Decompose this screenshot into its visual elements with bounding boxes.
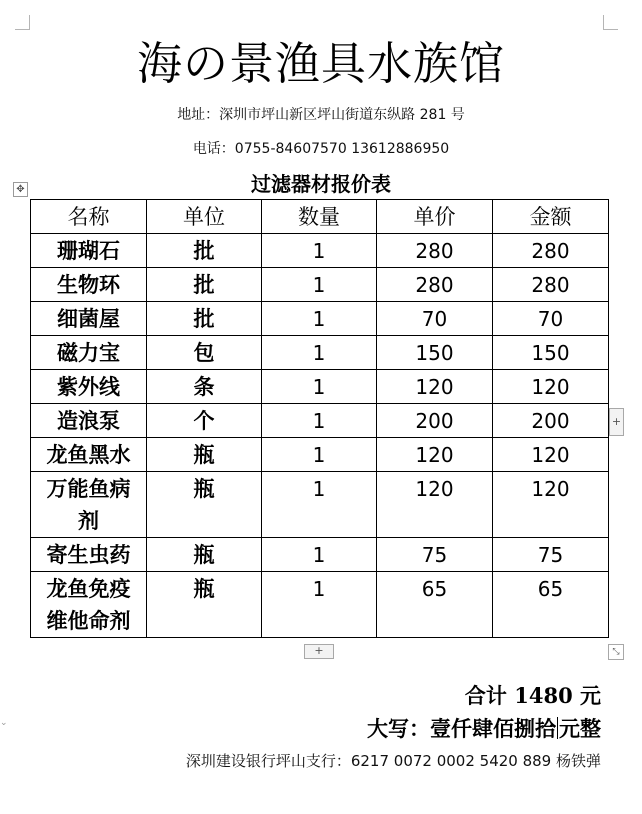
cell-name[interactable]: 紫外线 — [31, 370, 147, 404]
table-row — [31, 370, 609, 404]
shop-title: 海の景渔具水族馆 — [136, 37, 505, 90]
cell-qty[interactable]: 1 — [262, 438, 377, 472]
cell-name[interactable]: 生物环 — [31, 268, 147, 302]
cell-unit[interactable]: 批 — [147, 302, 262, 336]
table-row — [31, 538, 609, 572]
cell-amount[interactable]: 70 — [493, 302, 609, 336]
cell-qty[interactable]: 1 — [262, 370, 377, 404]
text-cursor — [557, 717, 558, 739]
page-corner-mark-top-left — [15, 15, 30, 30]
cell-amount[interactable]: 120 — [493, 438, 609, 472]
cell-price[interactable]: 70 — [377, 302, 493, 336]
header-unit-price: 单价 — [377, 200, 493, 234]
cell-price[interactable]: 200 — [377, 404, 493, 438]
cell-price[interactable]: 120 — [377, 438, 493, 472]
cell-qty[interactable]: 1 — [262, 268, 377, 302]
cell-price[interactable]: 280 — [377, 268, 493, 302]
cell-price[interactable]: 65 — [377, 572, 493, 638]
header-name: 名称 — [31, 200, 147, 234]
cell-qty[interactable]: 1 — [262, 572, 377, 638]
table-row — [31, 438, 609, 472]
cell-amount[interactable]: 120 — [493, 472, 609, 538]
cell-unit[interactable]: 条 — [147, 370, 262, 404]
cell-amount[interactable]: 280 — [493, 234, 609, 268]
cell-price[interactable]: 120 — [377, 472, 493, 538]
cell-unit[interactable]: 瓶 — [147, 472, 262, 538]
cell-qty[interactable]: 1 — [262, 472, 377, 538]
cell-amount[interactable]: 200 — [493, 404, 609, 438]
price-table — [30, 199, 609, 638]
cell-amount[interactable]: 120 — [493, 370, 609, 404]
cell-name[interactable]: 龙鱼免疫维他命剂 — [31, 572, 147, 638]
table-row — [31, 572, 609, 638]
table-row — [31, 302, 609, 336]
cell-name[interactable]: 珊瑚石 — [31, 234, 147, 268]
cell-name[interactable]: 万能鱼病剂 — [31, 472, 147, 538]
add-row-plus-icon[interactable]: + — [304, 644, 334, 659]
header-quantity: 数量 — [262, 200, 377, 234]
cell-price[interactable]: 150 — [377, 336, 493, 370]
cell-amount[interactable]: 65 — [493, 572, 609, 638]
page-corner-mark-top-right — [603, 15, 618, 30]
amount-in-words — [367, 713, 601, 743]
add-column-plus-icon[interactable]: + — [609, 408, 624, 436]
shop-phone: 电话：0755-84607570 13612886950 — [192, 141, 450, 157]
cell-qty[interactable]: 1 — [262, 302, 377, 336]
cell-price[interactable]: 75 — [377, 538, 493, 572]
cell-amount[interactable]: 280 — [493, 268, 609, 302]
cell-name[interactable]: 细菌屋 — [31, 302, 147, 336]
cell-qty[interactable]: 1 — [262, 538, 377, 572]
table-row — [31, 268, 609, 302]
amount-in-words-part1: 大写：壹仟肆佰捌拾 — [367, 716, 556, 741]
cell-unit[interactable]: 个 — [147, 404, 262, 438]
table-row — [31, 404, 609, 438]
table-row — [31, 336, 609, 370]
table-row — [31, 472, 609, 538]
header-amount: 金额 — [493, 200, 609, 234]
cell-qty[interactable]: 1 — [262, 336, 377, 370]
margin-arrow-icon: ⌄ — [0, 718, 8, 728]
cell-unit[interactable]: 瓶 — [147, 572, 262, 638]
amount-in-words-part2: 元整 — [559, 716, 601, 741]
table-row — [31, 234, 609, 268]
table-header-row — [31, 200, 609, 234]
cell-unit[interactable]: 批 — [147, 268, 262, 302]
cell-unit[interactable]: 批 — [147, 234, 262, 268]
cell-amount[interactable]: 75 — [493, 538, 609, 572]
shop-address: 地址：深圳市坪山新区坪山街道东纵路 281 号 — [177, 107, 465, 123]
total-amount: 合计 1480 元 — [464, 683, 601, 708]
table-move-icon[interactable]: ✥ — [13, 182, 28, 197]
cell-unit[interactable]: 瓶 — [147, 538, 262, 572]
table-resize-icon[interactable]: ⤡ — [608, 644, 624, 660]
cell-name[interactable]: 龙鱼黑水 — [31, 438, 147, 472]
bank-account-info: 深圳建设银行坪山支行：6217 0072 0002 5420 889 杨铁弹 — [185, 752, 601, 770]
cell-qty[interactable]: 1 — [262, 234, 377, 268]
cell-amount[interactable]: 150 — [493, 336, 609, 370]
cell-unit[interactable]: 包 — [147, 336, 262, 370]
quote-subtitle: 过滤器材报价表 — [251, 172, 391, 196]
cell-price[interactable]: 280 — [377, 234, 493, 268]
cell-unit[interactable]: 瓶 — [147, 438, 262, 472]
cell-name[interactable]: 磁力宝 — [31, 336, 147, 370]
header-unit: 单位 — [147, 200, 262, 234]
cell-qty[interactable]: 1 — [262, 404, 377, 438]
cell-name[interactable]: 寄生虫药 — [31, 538, 147, 572]
cell-price[interactable]: 120 — [377, 370, 493, 404]
cell-name[interactable]: 造浪泵 — [31, 404, 147, 438]
